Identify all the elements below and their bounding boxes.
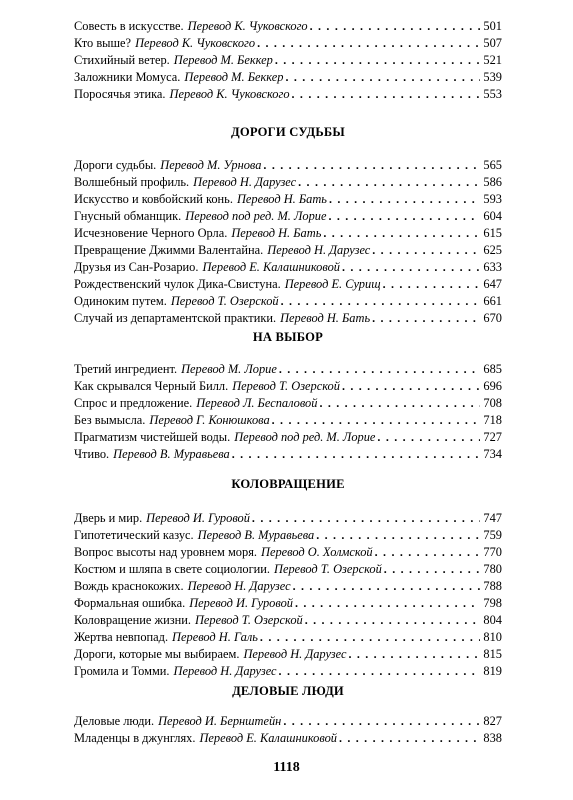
- translator-credit: Перевод Н. Дарузес: [243, 647, 347, 661]
- dot-leader: [295, 595, 480, 612]
- dot-leader: [279, 361, 480, 378]
- dot-leader: [310, 18, 480, 35]
- story-title: Друзья из Сан-Розарио.: [74, 260, 199, 274]
- story-title: Костюм и шляпа в свете социологии.: [74, 562, 271, 576]
- page-ref: 661: [483, 294, 502, 308]
- dot-leader: [232, 446, 480, 463]
- page-ref: 727: [483, 430, 502, 444]
- page-ref: 507: [483, 36, 502, 50]
- page-ref: 838: [483, 731, 502, 745]
- toc-entry: [74, 595, 502, 612]
- dot-leader: [293, 578, 480, 595]
- translator-credit: Перевод О. Холмской: [261, 545, 373, 559]
- dot-leader: [372, 310, 480, 327]
- story-title: Коловращение жизни.: [74, 613, 191, 627]
- story-title: Вопрос высоты над уровнем моря.: [74, 545, 257, 559]
- toc-entry: [74, 429, 502, 446]
- translator-credit: Перевод И. Гуровой: [189, 596, 293, 610]
- story-title: Рождественский чулок Дика-Свистуна.: [74, 277, 281, 291]
- toc-entry: [74, 225, 502, 242]
- toc-entry: [74, 52, 502, 69]
- dot-leader: [319, 395, 480, 412]
- page-ref: 553: [483, 87, 502, 101]
- page-ref: 780: [483, 562, 502, 576]
- translator-credit: Перевод И. Гуровой: [146, 511, 250, 525]
- toc-entry: [74, 69, 502, 86]
- page-ref: 788: [483, 579, 502, 593]
- dot-leader: [329, 191, 480, 208]
- story-title: Искусство и ковбойский конь.: [74, 192, 233, 206]
- toc-entry: [74, 157, 502, 174]
- page-ref: 604: [483, 209, 502, 223]
- dot-leader: [384, 561, 480, 578]
- story-title: Дороги судьбы.: [74, 158, 157, 172]
- translator-credit: Перевод И. Бернштейн: [158, 714, 282, 728]
- section-heading: КОЛОВРАЩЕНИЕ: [231, 477, 345, 491]
- translator-credit: Перевод М. Беккер: [184, 70, 284, 84]
- story-title: Младенцы в джунглях.: [74, 731, 196, 745]
- translator-credit: Перевод М. Урнова: [160, 158, 262, 172]
- translator-credit: Перевод М. Лорие: [181, 362, 277, 376]
- story-title: Громила и Томми.: [74, 664, 170, 678]
- translator-credit: Перевод Т. Озерской: [274, 562, 382, 576]
- story-title: Исчезновение Черного Орла.: [74, 226, 228, 240]
- translator-credit: Перевод Т. Озерской: [170, 294, 279, 308]
- translator-credit: Перевод В. Муравьева: [197, 528, 315, 542]
- translator-credit: Перевод Н. Галь: [172, 630, 258, 644]
- page-ref: 810: [483, 630, 502, 644]
- translator-credit: Перевод под ред. М. Лорие: [185, 209, 327, 223]
- page-ref: 734: [483, 447, 502, 461]
- story-title: Кто выше?: [74, 36, 132, 50]
- dot-leader: [272, 412, 480, 429]
- dot-leader: [348, 646, 480, 663]
- page-number: 1118: [273, 760, 300, 775]
- story-title: Дороги, которые мы выбираем.: [74, 647, 240, 661]
- page-ref: 625: [483, 243, 502, 257]
- dot-leader: [305, 612, 480, 629]
- translator-credit: Перевод Л. Беспаловой: [196, 396, 318, 410]
- story-title: Совесть в искусстве.: [74, 19, 184, 33]
- story-title: Вождь краснокожих.: [74, 579, 184, 593]
- story-title: Стихийный ветер.: [74, 53, 170, 67]
- page-ref: 770: [483, 545, 502, 559]
- section-heading: НА ВЫБОР: [252, 330, 324, 344]
- story-title: Одиноким путем.: [74, 294, 167, 308]
- story-title: Третий ингредиент.: [74, 362, 178, 376]
- story-title: Гипотетический казус.: [74, 528, 194, 542]
- translator-credit: Перевод Т. Озерской: [194, 613, 303, 627]
- story-title: Поросячья этика.: [74, 87, 166, 101]
- dot-leader: [342, 378, 480, 395]
- page-ref: 759: [483, 528, 502, 542]
- translator-credit: Перевод Н. Дарузес: [187, 579, 291, 593]
- translator-credit: Перевод Т. Озерской: [232, 379, 340, 393]
- page-ref: 718: [483, 413, 502, 427]
- translator-credit: Перевод М. Беккер: [173, 53, 273, 67]
- toc-entry: [74, 276, 502, 293]
- translator-credit: Перевод Г. Конюшкова: [149, 413, 270, 427]
- story-title: Формальная ошибка.: [74, 596, 186, 610]
- dot-leader: [377, 429, 480, 446]
- story-title: Дверь и мир.: [74, 511, 143, 525]
- dot-leader: [375, 544, 480, 561]
- story-title: Деловые люди.: [74, 714, 155, 728]
- translator-credit: Перевод Н. Дарузес: [173, 664, 277, 678]
- story-title: Чтиво.: [74, 447, 110, 461]
- toc-entry: [74, 663, 502, 680]
- toc-entry: [74, 544, 502, 561]
- page-ref: 827: [483, 714, 502, 728]
- page-ref: 798: [483, 596, 502, 610]
- section-heading: ДОРОГИ СУДЬБЫ: [230, 125, 345, 139]
- page-ref: 708: [483, 396, 502, 410]
- page-ref: 804: [483, 613, 502, 627]
- toc-entry: [74, 561, 502, 578]
- toc-entry: [74, 527, 502, 544]
- page-ref: 586: [483, 175, 502, 189]
- story-title: Волшебный профиль.: [74, 175, 190, 189]
- page-ref: 565: [483, 158, 502, 172]
- toc-entry: [74, 35, 502, 52]
- translator-credit: Перевод Н. Бать: [231, 226, 322, 240]
- translator-credit: Перевод Н. Бать: [236, 192, 327, 206]
- translator-credit: Перевод Е. Сурищ: [284, 277, 381, 291]
- dot-leader: [263, 157, 480, 174]
- dot-leader: [298, 174, 480, 191]
- dot-leader: [260, 629, 480, 646]
- page-ref: 747: [483, 511, 502, 525]
- dot-leader: [339, 730, 480, 747]
- story-title: Спрос и предложение.: [74, 396, 193, 410]
- story-title: Без вымысла.: [74, 413, 146, 427]
- dot-leader: [279, 663, 480, 680]
- translator-credit: Перевод В. Муравьева: [113, 447, 230, 461]
- page-ref: 539: [483, 70, 502, 84]
- story-title: Превращение Джимми Валентайна.: [74, 243, 264, 257]
- dot-leader: [257, 35, 480, 52]
- translator-credit: Перевод Е. Калашниковой: [199, 731, 337, 745]
- toc-entry: [74, 646, 502, 663]
- page-ref: 696: [483, 379, 502, 393]
- toc-entry: [74, 191, 502, 208]
- toc-entry: [74, 578, 502, 595]
- toc-entry: [74, 446, 502, 463]
- page-ref: 670: [483, 311, 502, 325]
- page-ref: 615: [483, 226, 502, 240]
- page-ref: 815: [483, 647, 502, 661]
- translator-credit: Перевод под ред. М. Лорие: [234, 430, 376, 444]
- toc-entry: [74, 378, 502, 395]
- translator-credit: Перевод Н. Дарузес: [267, 243, 371, 257]
- dot-leader: [281, 293, 480, 310]
- toc-entry: [74, 310, 502, 327]
- translator-credit: Перевод Е. Калашниковой: [202, 260, 340, 274]
- story-title: Случай из департаментской практики.: [74, 311, 277, 325]
- page-ref: 593: [483, 192, 502, 206]
- toc-entry: [74, 713, 502, 730]
- toc-entry: [74, 412, 502, 429]
- story-title: Прагматизм чистейшей воды.: [74, 430, 231, 444]
- dot-leader: [383, 276, 480, 293]
- story-title: Заложники Момуса.: [74, 70, 181, 84]
- toc-entry: [74, 612, 502, 629]
- page-ref: 633: [483, 260, 502, 274]
- toc-entry: [74, 18, 502, 35]
- toc-entry: [74, 730, 502, 747]
- section-heading: ДЕЛОВЫЕ ЛЮДИ: [232, 684, 344, 698]
- toc-entry: [74, 174, 502, 191]
- toc-entry: [74, 259, 502, 276]
- dot-leader: [292, 86, 480, 103]
- story-title: Гнусный обманщик.: [74, 209, 182, 223]
- dot-leader: [323, 225, 480, 242]
- translator-credit: Перевод К. Чуковского: [135, 36, 256, 50]
- toc-entry: [74, 208, 502, 225]
- translator-credit: Перевод Н. Дарузес: [193, 175, 297, 189]
- page-ref: 647: [483, 277, 502, 291]
- dot-leader: [283, 713, 480, 730]
- toc-entry: [74, 629, 502, 646]
- translator-credit: Перевод К. Чуковского: [169, 87, 290, 101]
- page-ref: 685: [483, 362, 502, 376]
- story-title: Жертва невпопад.: [74, 630, 169, 644]
- toc-entry: [74, 86, 502, 103]
- dot-leader: [275, 52, 480, 69]
- page-ref: 501: [483, 19, 502, 33]
- dot-leader: [328, 208, 480, 225]
- translator-credit: Перевод К. Чуковского: [187, 19, 308, 33]
- story-title: Как скрывался Черный Билл.: [74, 379, 229, 393]
- toc-entry: [74, 395, 502, 412]
- page-ref: 521: [483, 53, 502, 67]
- dot-leader: [285, 69, 480, 86]
- dot-leader: [252, 510, 480, 527]
- dot-leader: [342, 259, 480, 276]
- toc-entry: [74, 510, 502, 527]
- toc-entry: [74, 293, 502, 310]
- translator-credit: Перевод Н. Бать: [280, 311, 371, 325]
- toc-entry: [74, 242, 502, 259]
- dot-leader: [316, 527, 480, 544]
- page-ref: 819: [483, 664, 502, 678]
- toc-entry: [74, 361, 502, 378]
- dot-leader: [372, 242, 480, 259]
